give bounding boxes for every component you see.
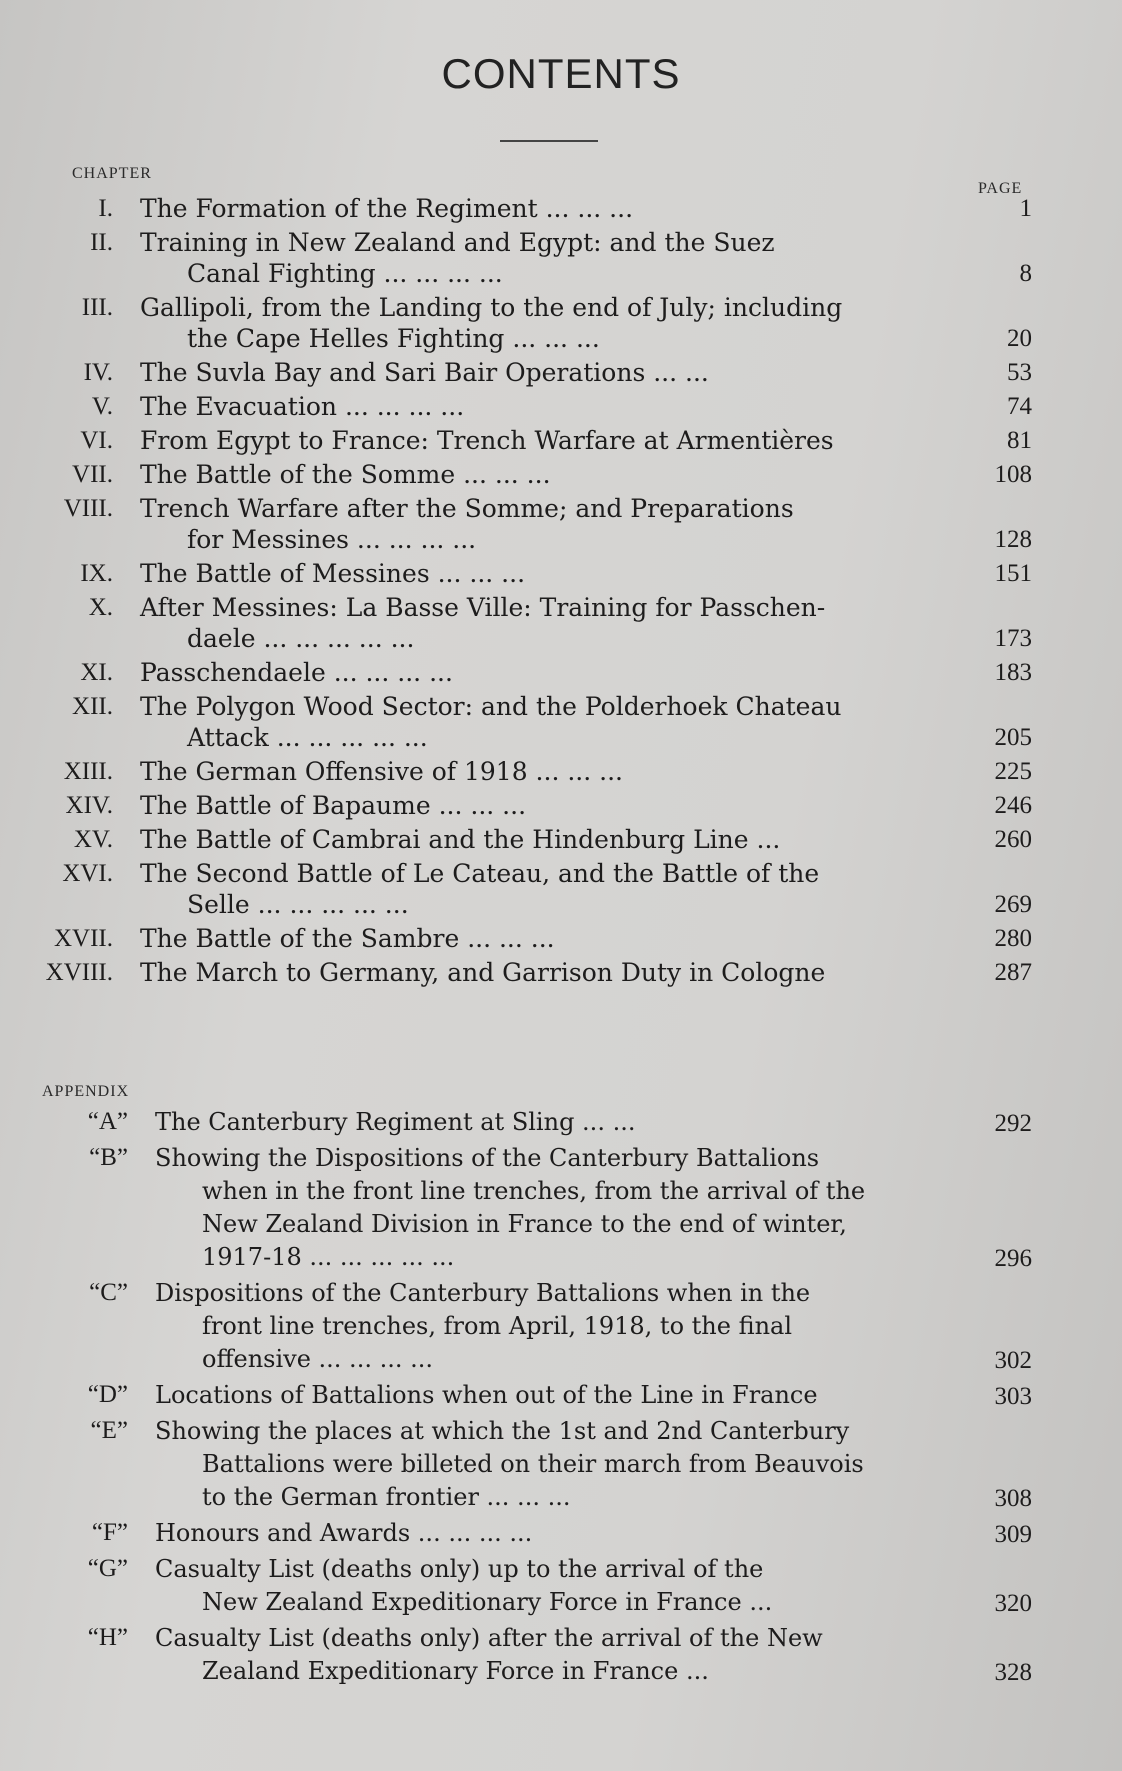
appendix-letter: “B” (89, 1144, 128, 1171)
page-number: 151 (994, 560, 1032, 587)
chapter-title (140, 292, 910, 354)
entry-line: Casualty List (deaths only) after the arrival of the New (155, 1624, 823, 1652)
entry-line: when in the front line trenches, from the arrival of the (202, 1177, 866, 1205)
page-number: 128 (994, 526, 1032, 553)
chapter-number: VIII. (63, 495, 113, 522)
page-number: 260 (994, 826, 1032, 853)
page-number: 292 (994, 1110, 1032, 1137)
chapter-number: XIV. (65, 792, 113, 819)
page-number: 320 (994, 1590, 1032, 1617)
chapter-number: II. (90, 229, 113, 256)
title-divider (500, 140, 598, 142)
page-number: 173 (994, 625, 1032, 652)
appendix-letter: “C” (89, 1279, 128, 1306)
chapter-number: I. (98, 195, 113, 222)
chapter-entry (0, 923, 1122, 954)
appendix-title (155, 1553, 935, 1619)
appendix-entry (0, 1142, 1122, 1274)
entry-line: After Messines: La Basse Ville: Training for Passchen- (140, 593, 826, 622)
entry-line: The Battle of the Somme ... ... ... (140, 460, 551, 489)
page-number: 280 (994, 925, 1032, 952)
page-number: 8 (1019, 260, 1032, 287)
chapter-number: XII. (72, 693, 113, 720)
page-number: 246 (994, 792, 1032, 819)
chapter-entry (0, 459, 1122, 490)
page-number: 269 (994, 891, 1032, 918)
chapter-number: V. (91, 393, 113, 420)
appendix-letter: “E” (90, 1417, 128, 1444)
page-number: 205 (994, 724, 1032, 751)
page-number: 309 (994, 1521, 1032, 1548)
entry-line: The German Offensive of 1918 ... ... ... (140, 757, 623, 786)
chapter-entry (0, 357, 1122, 388)
page-number: 303 (994, 1383, 1032, 1410)
page-number: 225 (994, 758, 1032, 785)
chapter-entry (0, 691, 1122, 753)
entry-line: The Formation of the Regiment ... ... ... (140, 194, 634, 223)
chapter-entry (0, 193, 1122, 224)
appendix-list (0, 1106, 1122, 1691)
entry-line: Attack ... ... ... ... ... (187, 723, 428, 752)
appendix-entry (0, 1379, 1122, 1412)
chapter-entry (0, 227, 1122, 289)
page-number: 328 (994, 1659, 1032, 1686)
page-title: CONTENTS (441, 50, 681, 97)
chapter-title (140, 691, 910, 753)
appendix-letter: “A” (87, 1108, 128, 1135)
chapter-number: XVI. (62, 860, 113, 887)
appendix-entry (0, 1106, 1122, 1139)
chapter-title (140, 193, 910, 224)
chapter-entry (0, 957, 1122, 988)
entry-line: The Evacuation ... ... ... ... (140, 392, 465, 421)
chapter-entry (0, 756, 1122, 787)
chapter-title (140, 558, 910, 589)
entry-line: The Battle of Messines ... ... ... (140, 559, 526, 588)
chapter-number: XIII. (63, 758, 113, 785)
appendix-letter: “H” (87, 1624, 128, 1651)
chapter-title (140, 227, 910, 289)
chapter-entry (0, 790, 1122, 821)
page-number: 183 (994, 659, 1032, 686)
page-number: 1 (1019, 195, 1032, 222)
entry-line: The March to Germany, and Garrison Duty in Cologne (140, 958, 826, 987)
entry-line: The Battle of Cambrai and the Hindenburg Line ... (140, 825, 781, 854)
page-number: 287 (994, 959, 1032, 986)
chapter-title (140, 592, 910, 654)
chapter-number: XI. (80, 659, 113, 686)
appendix-letter: “F” (91, 1519, 128, 1546)
chapter-entry (0, 824, 1122, 855)
appendix-entry (0, 1277, 1122, 1376)
entry-line: Trench Warfare after the Somme; and Preparations (140, 494, 794, 523)
page-number: 74 (1007, 393, 1032, 420)
appendix-letter: “G” (87, 1555, 128, 1582)
page-number: 302 (994, 1347, 1032, 1374)
chapter-title (140, 657, 910, 688)
entry-line: Showing the Dispositions of the Canterbury Battalions (155, 1144, 820, 1172)
appendix-entry (0, 1553, 1122, 1619)
appendix-column-label: APPENDIX (42, 1083, 130, 1100)
chapter-number: X. (88, 594, 113, 621)
chapter-title (140, 790, 910, 821)
chapter-number: XVIII. (45, 959, 113, 986)
chapter-number: IV. (83, 359, 113, 386)
appendix-title (155, 1142, 935, 1274)
chapter-entry (0, 292, 1122, 354)
chapter-title (140, 756, 910, 787)
appendix-title (155, 1106, 935, 1139)
chapter-entry (0, 858, 1122, 920)
chapter-number: III. (81, 294, 113, 321)
page-number: 53 (1007, 359, 1032, 386)
page-number: 20 (1007, 325, 1032, 352)
entry-line: Zealand Expeditionary Force in France ... (202, 1657, 709, 1685)
entry-line: New Zealand Division in France to the end of winter, (202, 1210, 847, 1238)
appendix-title (155, 1517, 935, 1550)
entry-line: 1917-18 ... ... ... ... ... (202, 1243, 455, 1271)
entry-line: Showing the places at which the 1st and 2nd Canterbury (155, 1417, 850, 1445)
entry-line: offensive ... ... ... ... (202, 1345, 433, 1373)
chapter-title (140, 357, 910, 388)
chapter-entry (0, 657, 1122, 688)
chapter-list (0, 193, 1122, 991)
chapter-title (140, 493, 910, 555)
appendix-entry (0, 1517, 1122, 1550)
entry-line: Passchendaele ... ... ... ... (140, 658, 453, 687)
chapter-title (140, 957, 910, 988)
chapter-column-label: CHAPTER (72, 165, 152, 182)
appendix-entry (0, 1415, 1122, 1514)
entry-line: Canal Fighting ... ... ... ... (187, 259, 503, 288)
appendix-title (155, 1622, 935, 1688)
page-number: 81 (1007, 427, 1032, 454)
entry-line: the Cape Helles Fighting ... ... ... (187, 324, 600, 353)
appendix-title (155, 1415, 935, 1514)
entry-line: The Battle of Bapaume ... ... ... (140, 791, 527, 820)
entry-line: From Egypt to France: Trench Warfare at Armentières (140, 426, 834, 455)
chapter-number: VII. (72, 461, 113, 488)
entry-line: Locations of Battalions when out of the Line in France (155, 1381, 818, 1409)
appendix-title (155, 1379, 935, 1412)
page-number: 108 (994, 461, 1032, 488)
entry-line: The Battle of the Sambre ... ... ... (140, 924, 555, 953)
chapter-number: XV. (73, 826, 113, 853)
entry-line: Honours and Awards ... ... ... ... (155, 1519, 533, 1547)
entry-line: Dispositions of the Canterbury Battalions when in the (155, 1279, 811, 1307)
chapter-number: XVII. (53, 925, 113, 952)
entry-line: Gallipoli, from the Landing to the end of July; including (140, 293, 843, 322)
entry-line: Battalions were billeted on their march from Beauvois (202, 1450, 864, 1478)
chapter-title (140, 459, 910, 490)
appendix-letter: “D” (87, 1381, 128, 1408)
chapter-title (140, 923, 910, 954)
chapter-entry (0, 558, 1122, 589)
appendix-title (155, 1277, 935, 1376)
entry-line: New Zealand Expeditionary Force in France ... (202, 1588, 773, 1616)
chapter-number: VI. (80, 427, 113, 454)
entry-line: to the German frontier ... ... ... (202, 1483, 571, 1511)
entry-line: Casualty List (deaths only) up to the arrival of the (155, 1555, 764, 1583)
chapter-title (140, 391, 910, 422)
chapter-number: IX. (80, 560, 113, 587)
chapter-entry (0, 592, 1122, 654)
entry-line: Training in New Zealand and Egypt: and the Suez (140, 228, 775, 257)
entry-line: The Polygon Wood Sector: and the Polderhoek Chateau (140, 692, 842, 721)
chapter-entry (0, 493, 1122, 555)
entry-line: The Suvla Bay and Sari Bair Operations ... ... (140, 358, 709, 387)
page-column-label: PAGE (978, 180, 1023, 197)
entry-line: for Messines ... ... ... ... (187, 525, 477, 554)
entry-line: front line trenches, from April, 1918, to the final (202, 1312, 793, 1340)
entry-line: The Second Battle of Le Cateau, and the Battle of the (140, 859, 820, 888)
chapter-title (140, 824, 910, 855)
entry-line: Selle ... ... ... ... ... (187, 890, 409, 919)
entry-line: The Canterbury Regiment at Sling ... ... (155, 1108, 636, 1136)
chapter-title (140, 425, 910, 456)
page-number: 308 (994, 1485, 1032, 1512)
chapter-title (140, 858, 910, 920)
entry-line: daele ... ... ... ... ... (187, 624, 415, 653)
page-number: 296 (994, 1245, 1032, 1272)
appendix-entry (0, 1622, 1122, 1688)
chapter-entry (0, 391, 1122, 422)
chapter-entry (0, 425, 1122, 456)
